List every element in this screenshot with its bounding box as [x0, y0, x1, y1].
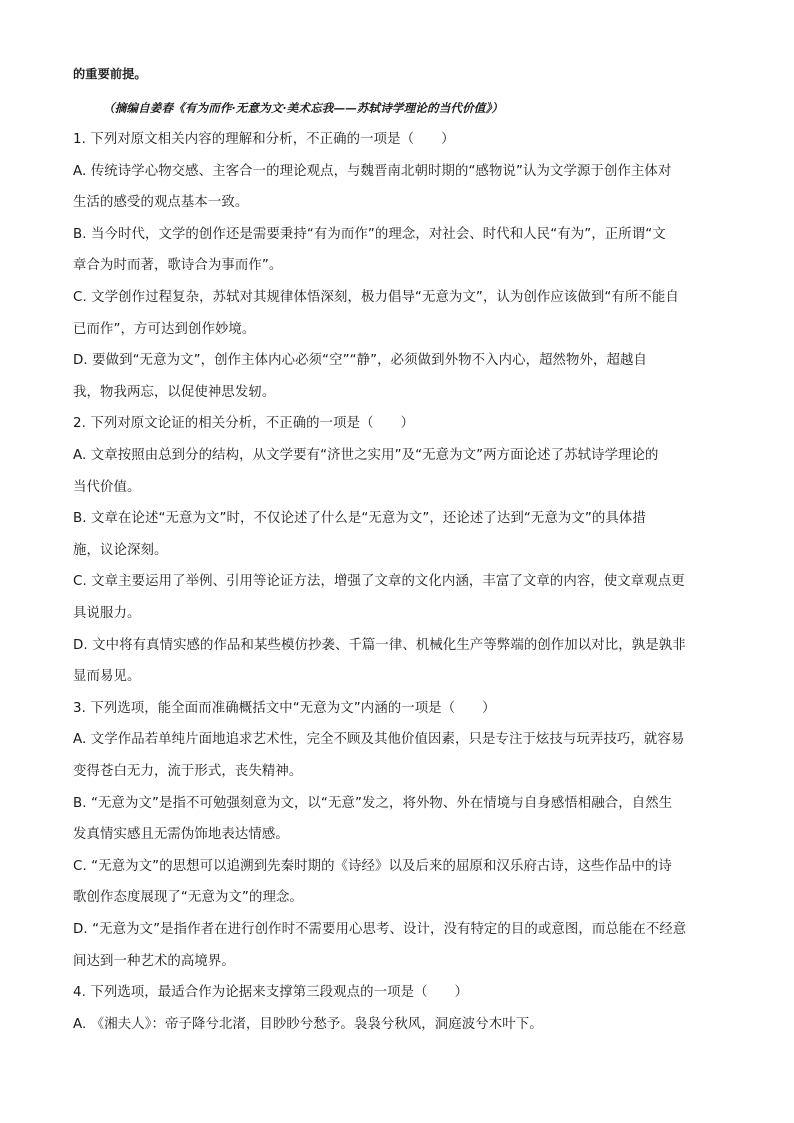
option-line: D. 要做到“无意为文”，创作主体内心必须“空”“静”，必须做到外物不入内心，超然物外，超越自 — [73, 353, 647, 369]
option-line: C. “无意为文”的思想可以追溯到先秦时期的《诗经》以及后来的屈原和汉乐府古诗，这些作品中的诗 — [73, 858, 672, 874]
question-stem: 3. 下列选项，能全面而准确概括文中“无意为文”内涵的一项是（ ） — [73, 700, 496, 716]
option-continuation-line: 发真情实感且无需伪饰地表达情感。 — [73, 827, 289, 843]
option-continuation-line: 生活的感受的观点基本一致。 — [73, 195, 249, 211]
option-line: D. 文中将有真情实感的作品和某些模仿抄袭、千篇一律、机械化生产等弊端的创作加以对比，孰是孰非 — [73, 637, 686, 653]
option-line: D. “无意为文”是指作者在进行创作时不需要用心思考、设计，没有特定的目的或意图，而总能在不经意 — [73, 922, 687, 937]
question-stem: 1. 下列对原文相关内容的理解和分析，不正确的一项是（ ） — [73, 132, 455, 147]
option-line: B. 文章在论述“无意为文”时，不仅论述了什么是“无意为文”，还论述了达到“无意为文”的具体措 — [73, 511, 646, 527]
intro-tail-text: 的重要前提。 — [73, 67, 147, 81]
question-stem: 2. 下列对原文论证的相关分析，不正确的一项是（ ） — [73, 416, 415, 432]
option-continuation-line: 具说服力。 — [73, 606, 141, 621]
option-continuation-line: 间达到一种艺术的高境界。 — [73, 953, 235, 969]
option-line: A. 传统诗学心物交感、主客合一的理论观点，与魏晋南北朝时期的“感物说”认为文学源于创作主体对 — [73, 163, 672, 179]
option-line: A. 文学作品若单纯片面地追求艺术性，完全不顾及其他价值因素，只是专注于炫技与玩弄技巧，就容易 — [73, 732, 685, 748]
option-line: C. 文学创作过程复杂，苏轼对其规律体悟深刻，极力倡导“无意为文”，认为创作应该做到“有所不能自 — [73, 290, 679, 305]
source-citation: （摘编自姜春《有为而作·无意为文·美术忘我——苏轼诗学理论的当代价值》） — [103, 101, 504, 115]
option-continuation-line: 歌创作态度展现了“无意为文”的理念。 — [73, 890, 303, 906]
option-continuation-line: 变得苍白无力，流于形式，丧失精神。 — [73, 764, 303, 779]
option-continuation-line: 当代价值。 — [73, 479, 141, 495]
option-line: B. “无意为文”是指不可勉强刻意为文，以“无意”发之，将外物、外在情境与自身感悟相融合，自然生 — [73, 795, 673, 811]
option-line: A. 文章按照由总到分的结构，从文学要有“济世之实用”及“无意为文”两方面论述了苏轼诗学理论的 — [73, 448, 659, 463]
option-line: B. 当今时代，文学的创作还是需要秉持“有为而作”的理念，对社会、时代和人民“有为”，正所谓“文 — [73, 226, 666, 242]
option-continuation-line: 显而易见。 — [73, 669, 141, 685]
option-line: C. 文章主要运用了举例、引用等论证方法，增强了文章的文化内涵，丰富了文章的内容，使文章观点更 — [73, 574, 685, 590]
option-continuation-line: 章合为时而著，歌诗合为事而作”。 — [73, 258, 283, 274]
option-continuation-line: 已而作”，方可达到创作妙境。 — [73, 321, 256, 337]
option-continuation-line: 我，物我两忘，以促使神思发轫。 — [73, 384, 276, 400]
option-continuation-line: 施，议论深刻。 — [73, 542, 168, 558]
question-stem: 4. 下列选项，最适合作为论据来支撑第三段观点的一项是（ ） — [73, 985, 469, 1001]
option-line: A. 《湘夫人》：帝子降兮北渚，目眇眇兮愁予。袅袅兮秋风，洞庭波兮木叶下。 — [73, 1016, 543, 1032]
